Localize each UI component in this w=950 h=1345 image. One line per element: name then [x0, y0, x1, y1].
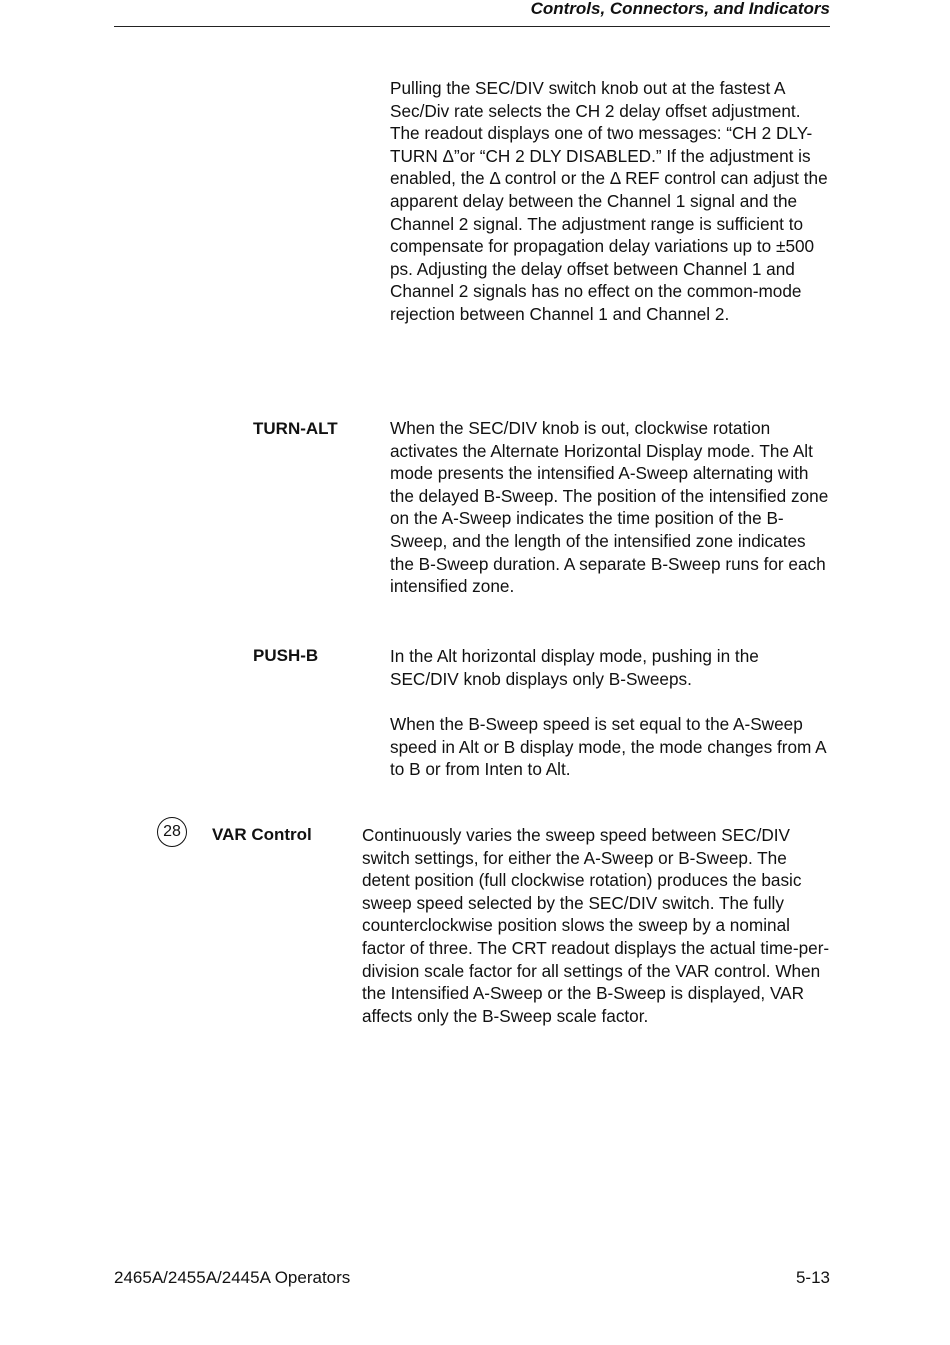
header-title: Controls, Connectors, and Indicators	[530, 0, 830, 18]
footer-page-number: 5-13	[795, 1268, 830, 1287]
push-b-label: PUSH-B	[253, 646, 319, 665]
turn-alt-description: When the SEC/DIV knob is out, clockwise rotation activates the Alternate Horizontal Display mode. The Alt mode presents the intensified A-Sweep alternating with the delayed B-Sweep. The position of the intensified zone on the A-Sweep indicates the time position of the B-Sweep, and the length of the intensified zone indicates the B-Sweep duration. A separate B-Sweep runs for each intensified zone.	[390, 418, 829, 597]
turn-alt-label: TURN-ALT	[253, 419, 338, 438]
push-b-description: In the Alt horizontal display mode, pushing in the SEC/DIV knob displays only B-Sweeps.	[390, 646, 759, 689]
intro-paragraph: Pulling the SEC/DIV switch knob out at the fastest A Sec/Div rate selects the CH 2 delay offset adjustment. The readout displays one of two messages: “CH 2 DLY-TURN Δ”or “CH 2 DLY DISABLED.” If the adjustment is enabled, the Δ control or the Δ REF control can adjust the apparent delay between the Channel 1 signal and the Channel 2 signal. The adjustment range is sufficient to compensate for propagation delay variations up to ±500 ps. Adjusting the delay offset between Channel 1 and Channel 2 signals has no effect on the common-mode rejection between Channel 1 and Channel 2.	[390, 78, 828, 324]
var-control-description: Continuously varies the sweep speed between SEC/DIV switch settings, for either the A-Sweep or B-Sweep. The detent position (full clockwise rotation) produces the basic sweep speed selected by the SEC/DIV switch. The fully counterclockwise position slows the sweep by a nominal factor of three. The CRT readout displays the actual time-per-division scale factor for all settings of the VAR control. When the Intensified A-Sweep or the B-Sweep is displayed, VAR affects only the B-Sweep scale factor.	[362, 825, 830, 1026]
var-control-label: VAR Control	[212, 825, 312, 844]
callout-number-badge: 28	[157, 817, 187, 847]
footer-manual-title: 2465A/2455A/2445A Operators	[114, 1268, 351, 1287]
page-header	[114, 0, 830, 27]
push-b-note: When the B-Sweep speed is set equal to the A-Sweep speed in Alt or B display mode, the mode changes from A to B or from Inten to Alt.	[390, 714, 826, 780]
